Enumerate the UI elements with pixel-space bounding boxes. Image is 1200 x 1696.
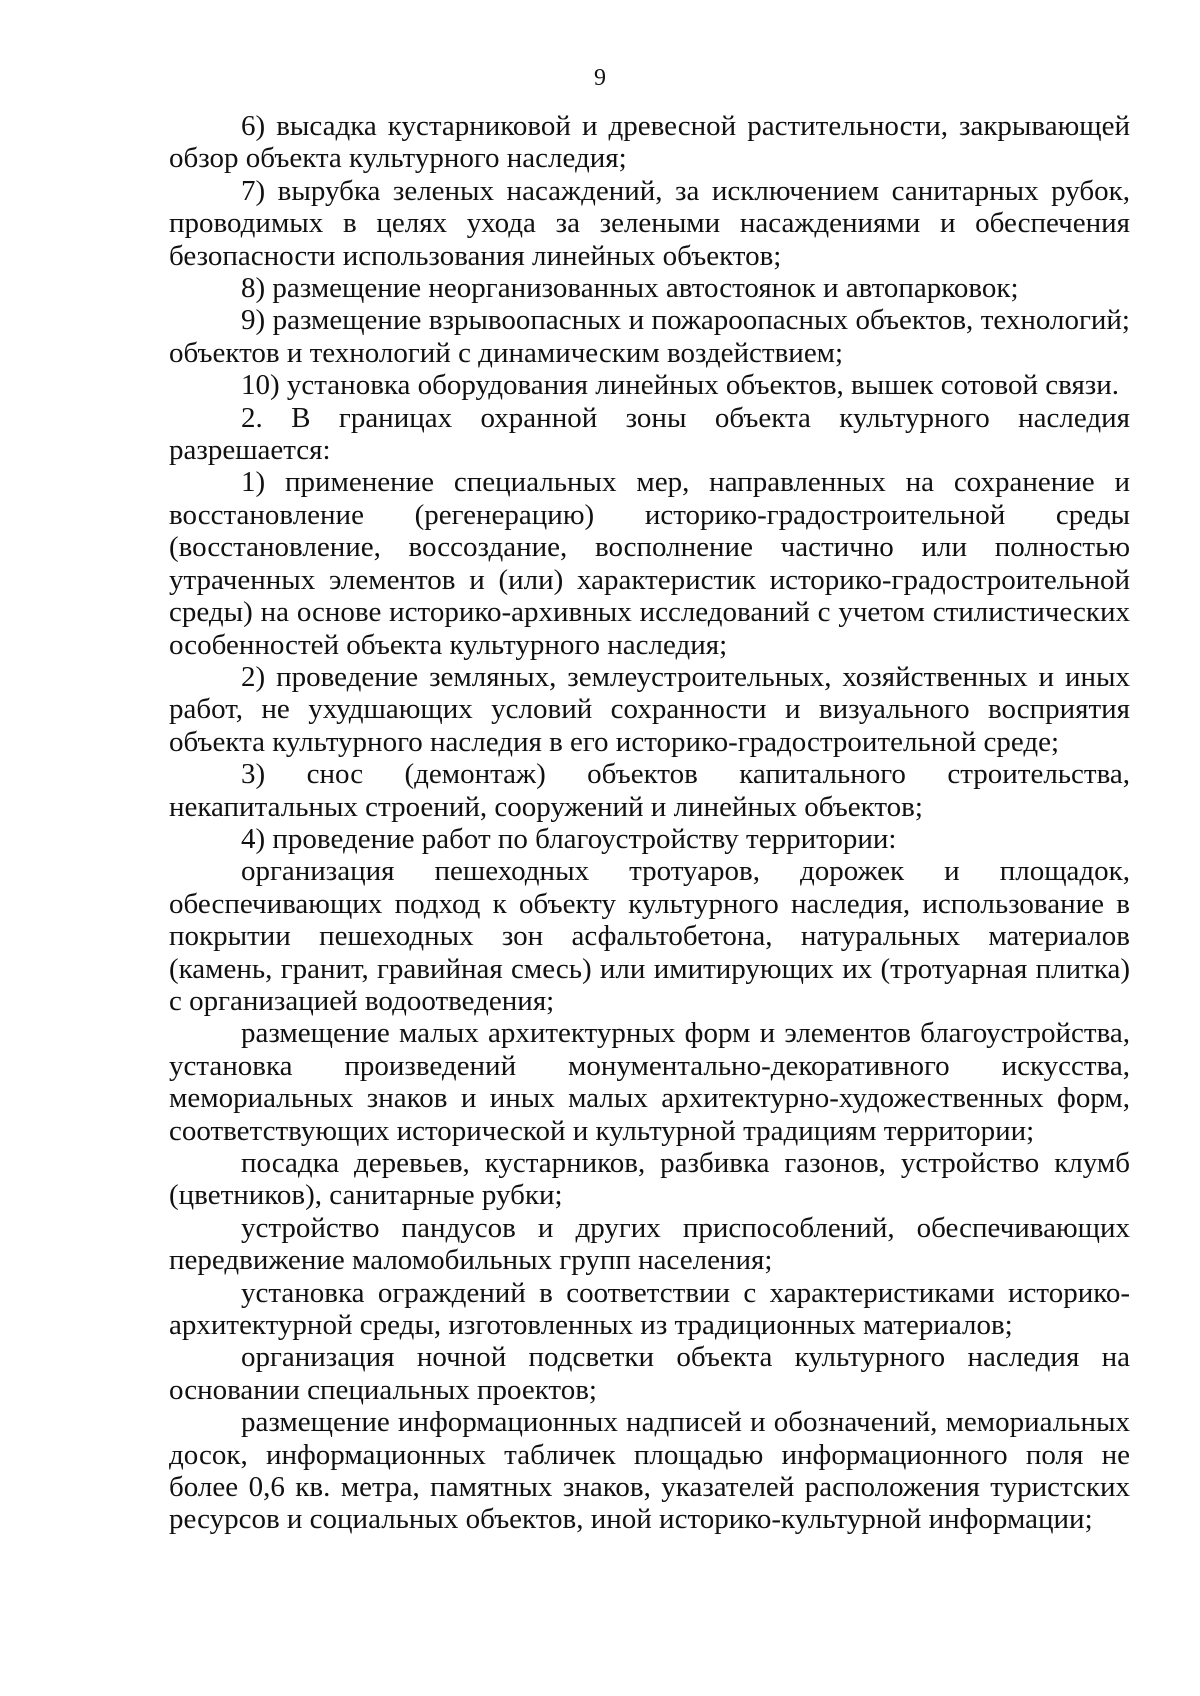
paragraph-item-7: 7) вырубка зеленых насаждений, за исключением санитарных рубок, проводимых в целях ухода за зелеными насаждениями и обеспечения безопасности использования линейных объектов; xyxy=(169,174,1130,272)
paragraph-item-6: 6) высадка кустарниковой и древесной растительности, закрывающей обзор объекта культурного наследия; xyxy=(169,110,1130,175)
subitem-night-lighting: организация ночной подсветки объекта культурного наследия на основании специальных проектов; xyxy=(169,1341,1130,1406)
subitem-planting: посадка деревьев, кустарников, разбивка газонов, устройство клумб (цветников), санитарные рубки; xyxy=(169,1147,1130,1212)
subitem-ramps: устройство пандусов и других приспособлений, обеспечивающих передвижение маломобильных групп населения; xyxy=(169,1211,1130,1277)
paragraph-permitted-2: 2) проведение земляных, землеустроительных, хозяйственных и иных работ, не ухудшающих условий сохранности и визуального восприятия объекта культурного наследия в его историко-градостроительной среде; xyxy=(169,660,1130,758)
paragraph-item-9: 9) размещение взрывоопасных и пожароопасных объектов, технологий; объектов и технологий с динамическим воздействием; xyxy=(169,304,1130,369)
paragraph-item-8: 8) размещение неорганизованных автостоянок и автопарковок; xyxy=(241,272,1019,305)
subitem-fences: установка ограждений в соответствии с характеристиками историко-архитектурной среды, изготовленных из традиционных материалов; xyxy=(169,1276,1130,1342)
paragraph-item-10: 10) установка оборудования линейных объектов, вышек сотовой связи. xyxy=(241,369,1120,402)
subitem-information-signs: размещение информационных надписей и обозначений, мемориальных досок, информационных табличек площадью информационного поля не более 0,6 кв. метра, памятных знаков, указателей расположения туристских ресурсов и социальных объектов, иной историко-культурной информации; xyxy=(169,1406,1130,1536)
paragraph-permitted-4: 4) проведение работ по благоустройству территории: xyxy=(241,822,897,855)
section-2-heading: 2. В границах охранной зоны объекта культурного наследия разрешается: xyxy=(169,401,1130,467)
paragraph-permitted-1: 1) применение специальных мер, направленных на сохранение и восстановление (регенерацию) историко-градостроительной среды (восстановление, воссоздание, восполнение частично или полностью утраченных элементов и (или) характеристик историко-градостроительной среды) на основе историко-архивных исследований с учетом стилистических особенностей объекта культурного наследия; xyxy=(169,466,1130,661)
document-body xyxy=(169,110,1130,1536)
subitem-small-forms: размещение малых архитектурных форм и элементов благоустройства, установка произведений монументально-декоративного искусства, мемориальных знаков и иных малых архитектурно-художественных форм, соответствующих исторической и культурной традициям территории; xyxy=(169,1017,1130,1147)
subitem-pedestrian-paths: организация пешеходных тротуаров, дорожек и площадок, обеспечивающих подход к объекту культурного наследия, использование в покрытии пешеходных зон асфальтобетона, натуральных материалов (камень, гранит, гравийная смесь) или имитирующих их (тротуарная плитка) с организацией водоотведения; xyxy=(169,855,1130,1017)
paragraph-permitted-3: 3) снос (демонтаж) объектов капитального строительства, некапитальных строений, сооружений и линейных объектов; xyxy=(169,758,1130,823)
page-number: 9 xyxy=(594,65,606,91)
